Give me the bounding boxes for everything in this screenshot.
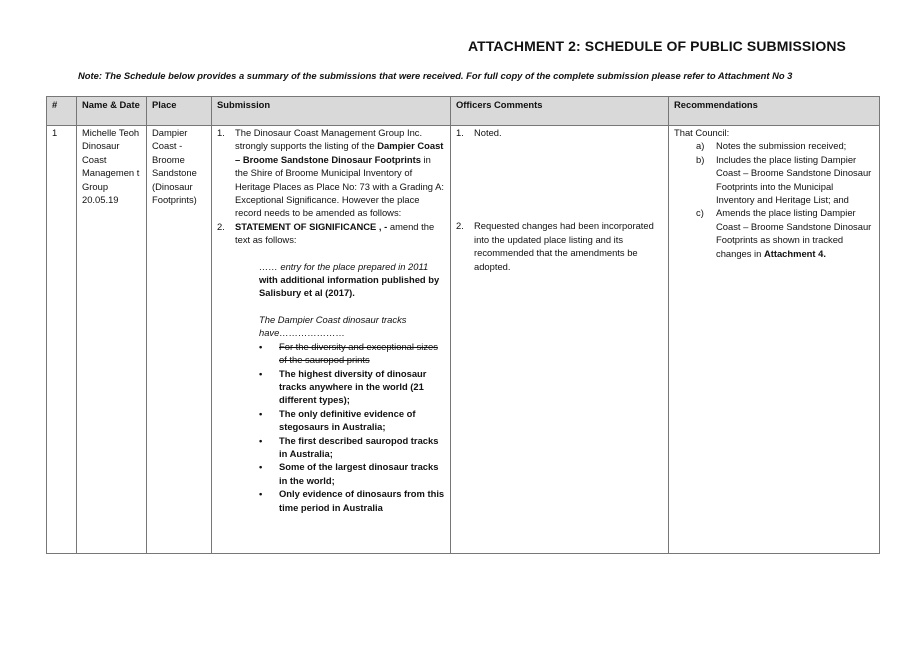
list-item: • Some of the largest dinosaur tracks in the world; <box>259 461 439 486</box>
col-header-name-date: Name & Date <box>77 97 147 126</box>
list-item: • The highest diversity of dinosaur tracks anywhere in the world (21 different types); <box>259 367 427 406</box>
cell-recommendations <box>669 126 880 554</box>
officer-comment-1: 1. Noted. <box>456 127 502 138</box>
entry-text: …… entry for the place prepared in 2011 with additional information published by Salisbury et al (2017). <box>259 260 440 299</box>
col-header-officers-comments: Officers Comments <box>451 97 669 126</box>
submission-item-1: 1. The Dinosaur Coast Management Group Inc. strongly supports the listing of the Dampier Coast – Broome Sandstone Dinosaur Footprints in the Shire of Broome Municipal Inventory of Heritage Places as Place No: 73 with a Grading A: Exceptional Significance. However the place record needs to be amended as follows: <box>217 127 444 219</box>
list-item: a) Notes the submission received; <box>696 140 847 152</box>
list-item: c) Amends the place listing Dampier Coast – Broome Sandstone Dinosaur Footprints as shown in tracked changes in Attachment 4. <box>696 207 872 259</box>
recommendation-intro: That Council: <box>674 127 730 138</box>
list-item: • The only definitive evidence of stegosaurs in Australia; <box>259 407 416 433</box>
table-row <box>47 126 880 554</box>
cell-place: Dampier Coast - Broome Sandstone (Dinosaur Footprints) <box>147 126 212 554</box>
page-title: ATTACHMENT 2: SCHEDULE OF PUBLIC SUBMISSIONS <box>468 38 846 54</box>
cell-number: 1 <box>47 126 77 554</box>
submission-item-2: 2. STATEMENT OF SIGNIFICANCE , - amend the text as follows: <box>217 220 435 246</box>
list-item: b) Includes the place listing Dampier Coast – Broome Sandstone Dinosaur Footprints into the Municipal Inventory and Heritage List; and <box>696 153 872 206</box>
submissions-table <box>46 96 880 554</box>
list-item: • The first described sauropod tracks in Australia; <box>259 434 439 459</box>
col-header-submission: Submission <box>212 97 451 126</box>
struck-bullet: • For the diversity and exceptional sizes of the sauropod prints <box>259 340 438 366</box>
table-header-row <box>47 97 880 126</box>
schedule-note: Note: The Schedule below provides a summary of the submissions that were received. For full copy of the complete submission please refer to Attachment No 3 <box>78 70 793 81</box>
cell-submission <box>212 126 451 554</box>
col-header-number: # <box>47 97 77 126</box>
cell-officers-comments <box>451 126 669 554</box>
col-header-recommendations: Recommendations <box>669 97 880 126</box>
list-item: • Only evidence of dinosaurs from this time period in Australia <box>259 488 445 513</box>
cell-name-date: Michelle Teoh Dinosaur Coast Managemen t Group 20.05.19 <box>77 126 147 554</box>
officer-comment-2: 2. Requested changes had been incorporated into the updated place listing and its recommended that the amendments be adopted. <box>456 220 654 272</box>
col-header-place: Place <box>147 97 212 126</box>
tracks-intro: The Dampier Coast dinosaur tracks have………………… <box>259 313 407 339</box>
